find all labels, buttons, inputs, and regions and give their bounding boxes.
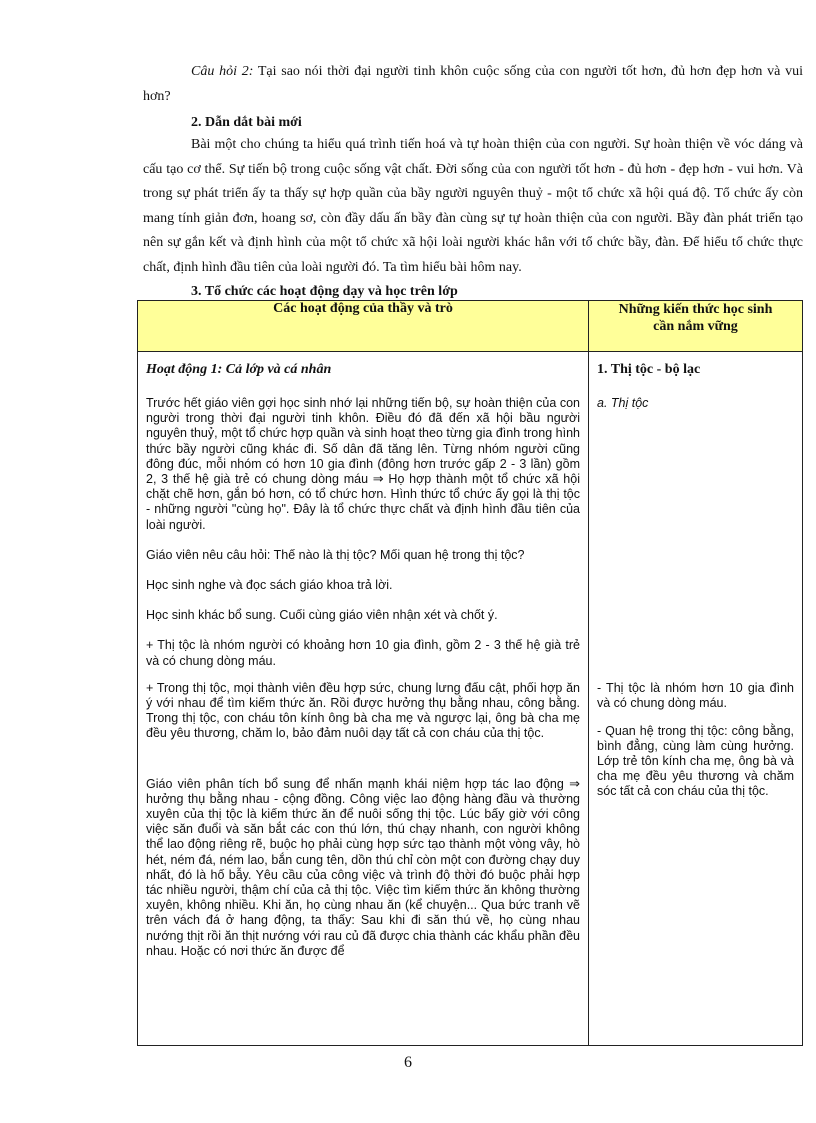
activity-question: Giáo viên nêu câu hỏi: Thế nào là thị tộc? Mối quan hệ trong thị tộc? — [146, 547, 525, 562]
header-knowledge — [589, 301, 803, 352]
header-knowledge-line-2: cần nắm vững — [653, 319, 738, 334]
question-2-label: Câu hỏi 2: — [191, 64, 254, 79]
double-right-arrow-icon: ⇒ — [372, 472, 384, 488]
question-2-text: Tại sao nói thời đại người tinh khôn cuộc sống của con người tốt hơn, đủ hơn đẹp hơn và vui hơn? — [143, 64, 804, 104]
activity-teacher-conclusion: Học sinh khác bổ sung. Cuối cùng giáo viên nhận xét và chốt ý. — [146, 608, 498, 623]
knowledge-text — [589, 396, 802, 800]
table-body-row — [138, 352, 803, 1046]
activity-student-answer: Học sinh nghe và đọc sách giáo khoa trả lời. — [146, 578, 393, 593]
activity-analysis-b: hưởng thụ bằng nhau - cộng đồng. Công việc lao động hàng đầu và thường xuyên của thị tộc là kiếm thức ăn để nuôi sống thị tộc. Lúc bấy giờ với công việc săn đuổi và săn bắt các con thú lớn, thú chạy nhanh, con người không thể lao động riêng rẽ, buộc họ phải cùng hợp sức tạo thành một vòng vây, hò hét, ném đá, ném lao, bắn cung tên, dồn thú chỉ còn một con đường chạy duy nhất, đó là hố bẫy. Yêu cầu của công việc và trình độ thời đó buộc phải hợp tác nhiều người, thậm chí của cả thị tộc. Việc tìm kiếm thức ăn không thường xuyên, không nhiều. Khi ăn, họ cùng nhau ăn (kể chuyện... Qua bức tranh vẽ trên vách đá ở hang động, ta thấy: Sau khi đi săn thú về, họ cùng nhau nướng thịt rồi ăn thịt nướng với rau củ đã được chia thành các khẩu phần đều nhau. Hoặc có nơi thức ăn được để — [146, 791, 580, 958]
activities-text — [138, 396, 588, 959]
activity-point-relations: + Trong thị tộc, mọi thành viên đều hợp sức, chung lưng đấu cật, phối hợp ăn ý với nhau để tìm kiếm thức ăn. Rồi được hưởng thụ bằng nhau, công bằng. Trong thị tộc, con cháu tôn kính ông bà cha mẹ và ngược lại, ông bà cha mẹ đều yêu thương, chăm lo, bảo đảm nuôi dạy tất cả con cháu của thị tộc. — [146, 680, 580, 741]
double-right-arrow-icon: ⇒ — [569, 776, 580, 792]
activity-title: Hoạt động 1: Cả lớp và cá nhân — [146, 362, 332, 377]
lesson-table — [137, 300, 803, 1046]
knowledge-point-2: - Quan hệ trong thị tộc: công bằng, bình đẳng, cùng làm cùng hưởng. Lớp trẻ tôn kính cha mẹ, ông bà và cha mẹ đều yêu thương và chăm sóc tất cả con cháu của thị tộc. — [597, 723, 794, 799]
header-knowledge-line-1: Những kiến thức học sinh — [618, 302, 773, 317]
activities-cell — [138, 352, 589, 1046]
activity-analysis — [146, 777, 580, 959]
page-number: 6 — [404, 1054, 412, 1071]
knowledge-cell — [589, 352, 803, 1046]
activity-analysis-a: Giáo viên phân tích bổ sung để nhấn mạnh khái niệm hợp tác lao động — [146, 776, 564, 791]
question-2 — [143, 60, 803, 109]
section-2-text: Bài một cho chúng ta hiểu quá trình tiến hoá và tự hoàn thiện của con người. Sự hoàn thiện về vóc dáng và cấu tạo cơ thể. Sự tiến bộ trong cuộc sống vật chất. Đời sống của con người tốt hơn - đủ hơn - đẹp hơn - vui hơn. Và trong sự phát triển ấy ta thấy sự hợp quần của bầy người nguyên thuỷ - một tổ chức xã hội quá độ. Tổ chức ấy còn mang tính giản đơn, hoang sơ, còn đầy dấu ấn bầy đàn cùng sự tự hoàn thiện của con người. Bầy đàn phát triển tạo nên sự gắn kết và định hình của một tổ chức xã hội loài người khác hẳn với tổ chức bầy, đàn. Để hiểu tổ chức thực chất, định hình đầu tiên của loài người đó. Ta tìm hiểu bài hôm nay. — [143, 137, 803, 275]
section-3-title: 3. Tổ chức các hoạt động dạy và học trên lớp — [191, 284, 458, 299]
table-header-row — [138, 301, 803, 352]
knowledge-point-1: - Thị tộc là nhóm hơn 10 gia đình và có chung dòng máu. — [597, 681, 794, 711]
activity-paragraph-1 — [146, 396, 580, 533]
section-2-title: 2. Dẫn dắt bài mới — [191, 115, 302, 130]
header-activities: Các hoạt động của thầy và trò — [138, 301, 589, 352]
activity-paragraph-1b: Họ hợp thành một tổ chức xã hội chặt chẽ hơn, gắn bó hơn, có tổ chức hơn. Hình thức tổ chức ấy gọi là thị tộc - những người "cùng họ". Đây là tổ chức thực chất và định hình đầu tiên của loài người. — [146, 472, 580, 532]
knowledge-title: 1. Thị tộc - bộ lạc — [597, 362, 701, 377]
activity-paragraph-1a: Trước hết giáo viên gợi học sinh nhớ lại những tiến bộ, sự hoàn thiện của con người trong thời đại người tinh khôn. Điều đó đã đến xã hội bầu người nguyên thuỷ, một tổ chức hợp quần và sinh hoạt theo từng gia đình trong hình thức bầy người cũng khác đi. Số dân đã tăng lên. Từng nhóm người cũng đông đúc, mỗi nhóm có hơn 10 gia đình (đông hơn trước gấp 2 - 3 lần) gồm 2, 3 thế hệ già trẻ có chung dòng máu — [146, 396, 580, 487]
activity-point-definition: + Thị tộc là nhóm người có khoảng hơn 10 gia đình, gồm 2 - 3 thế hệ già trẻ và có chung dòng máu. — [146, 638, 580, 668]
intro-section — [143, 60, 803, 302]
knowledge-subtitle: a. Thị tộc — [597, 396, 649, 410]
